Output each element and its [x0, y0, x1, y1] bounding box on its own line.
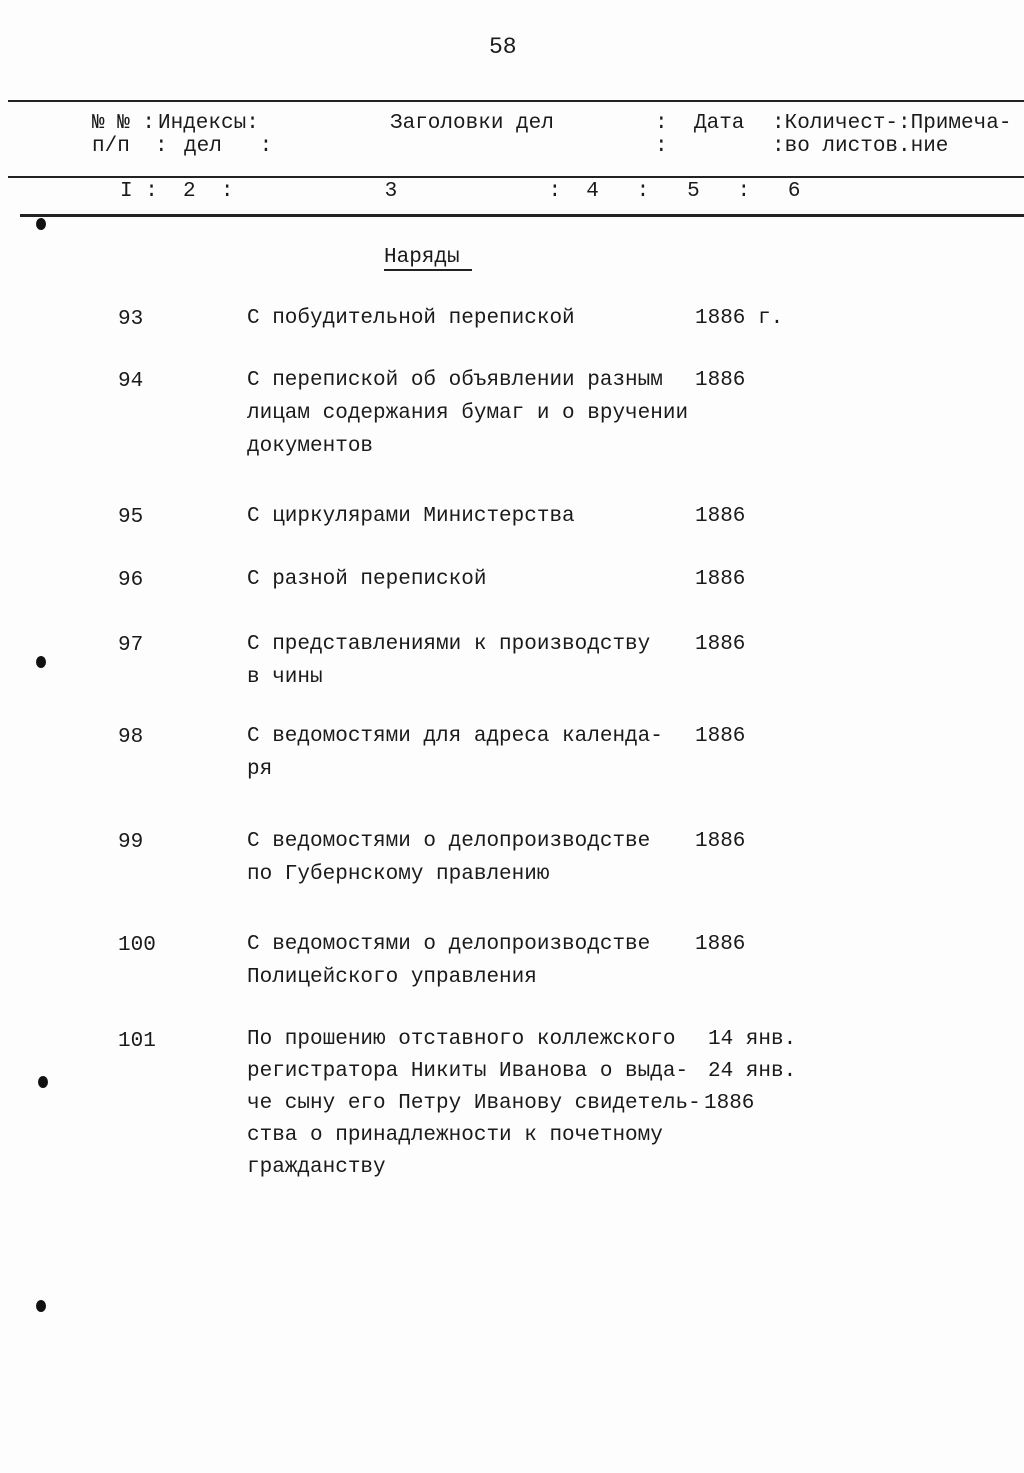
entry-date: 1886: [695, 369, 746, 392]
entry-number: 97: [118, 634, 144, 657]
entry-date: 1886: [695, 505, 746, 528]
header-col-title-sep: : :: [655, 112, 668, 158]
entry-date: 1886: [695, 568, 746, 591]
entry-number: 101: [118, 1030, 156, 1053]
entry-date: 1886: [695, 633, 746, 656]
header-col-notes: :Примеча- .ние: [898, 112, 1012, 158]
header-col-sheets: :Количест- :во листов: [772, 112, 899, 158]
entry-date: 1886 г.: [695, 307, 784, 330]
entry-number: 95: [118, 506, 144, 529]
entry-title: С разной перепиской: [247, 568, 487, 591]
entry-title: С циркулярами Министерства: [247, 505, 575, 528]
entry-date: 14 янв. 24 янв. 1886: [704, 1028, 797, 1115]
header-col-date: Дата: [694, 112, 745, 135]
entry-date: 1886: [695, 830, 746, 853]
entry-title: С побудительной перепиской: [247, 307, 575, 330]
column-numbers-rule: [20, 214, 1024, 217]
header-col-number: № № : п/п :: [92, 112, 168, 158]
punch-hole-mark: [36, 1300, 46, 1312]
section-title: Наряды: [384, 246, 472, 271]
header-col-title: Заголовки дел: [390, 112, 554, 135]
top-rule: [8, 100, 1024, 102]
entry-number: 100: [118, 934, 156, 957]
punch-hole-mark: [36, 218, 46, 230]
entry-number: 96: [118, 569, 144, 592]
entry-number: 94: [118, 370, 144, 393]
entry-title: С ведомостями о делопроизводстве Полицейского управления: [247, 933, 651, 989]
entry-number: 99: [118, 831, 144, 854]
entry-number: 93: [118, 308, 144, 331]
entry-title: С представлениями к производству в чины: [247, 633, 651, 689]
punch-hole-mark: [38, 1076, 48, 1088]
entry-title: С ведомостями о делопроизводстве по Губернскому правлению: [247, 830, 651, 886]
entry-title: С ведомостями для адреса календа- ря: [247, 725, 663, 781]
entry-title: С перепиской об объявлении разным лицам содержания бумаг и о вручении документов: [247, 369, 689, 458]
page-number: 58: [489, 34, 517, 60]
entry-date: 1886: [695, 725, 746, 748]
header-rule: [8, 176, 1024, 178]
column-numbers: I : 2 : 3 : 4 : 5 : 6: [120, 180, 801, 203]
header-col-index: Индексы: дел :: [158, 112, 273, 158]
punch-hole-mark: [36, 656, 46, 668]
entry-title: По прошению отставного коллежского регистратора Никиты Иванова о выда- че сыну его Петру Иванову свидетель- ства о принадлежности к почетному гражданству: [247, 1028, 701, 1179]
entry-number: 98: [118, 726, 144, 749]
entry-date: 1886: [695, 933, 746, 956]
